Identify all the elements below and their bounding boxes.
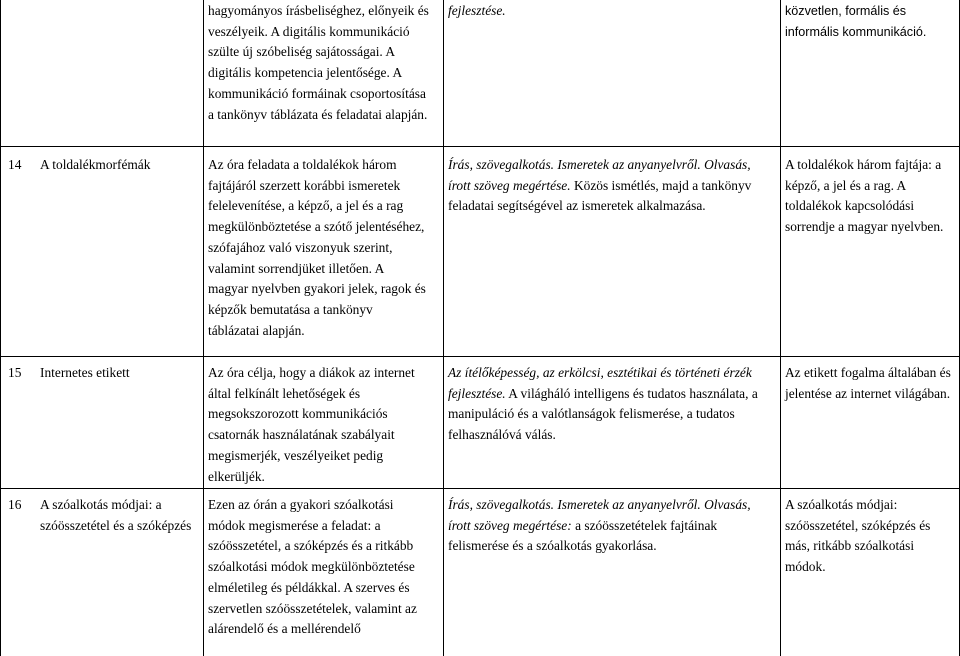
concepts-cell: Az etikett fogalma általában és jelentése az internet világában. — [785, 365, 951, 401]
concepts-cell: A szóalkotás módjai: szóösszetétel, szóképzés és más, ritkább szóalkotási módok. — [785, 497, 931, 575]
development-cell — [444, 155, 778, 217]
lesson-topic: A toldalékmorfémák — [40, 157, 151, 172]
development-cell — [444, 363, 778, 446]
table-row — [0, 147, 960, 356]
development-cell — [444, 495, 778, 557]
development-activity: A világháló intelligens és tudatos használata, a manipuláció és a valótlanságok felismerése, a tudatos felhasználóvá válás. — [448, 385, 758, 443]
development-areas: Az ítélőképesség, az erkölcsi, esztétikai és történeti érzék fejlesztése. — [448, 365, 752, 401]
development-cell — [444, 1, 778, 22]
development-activity: a szóösszetételek fajtáinak felismerése és a szóalkotás gyakorlása. — [448, 517, 718, 554]
goal-cell: Ezen az órán a gyakori szóalkotási módok megismerése a feladat: a szóösszetétel, a szóképzés és a ritkább szóalkotási módok megkülönböztetése elméletileg és példákkal. A szerves és szervetlen szóösszetételek, valamint az alárendelő és a mellérendelő — [208, 497, 417, 637]
development-areas: Írás, szövegalkotás. Ismeretek az anyanyelvről. Olvasás, írott szöveg megértése. — [448, 157, 751, 193]
concepts-cell: közvetlen, formális és informális kommunikáció. — [785, 4, 927, 39]
table-row — [0, 0, 960, 146]
goal-cell: Az óra célja, hogy a diákok az internet által felkínált lehetőségek és megsokszorozott kommunikációs csatornák használatának szabályait megismerjék, veszélyeiket pedig elkerüljék. — [208, 365, 415, 484]
lesson-number: 15 — [8, 365, 22, 380]
goal-cell: Az óra feladata a toldalékok három fajtájáról szerzett korábbi ismeretek felelevenítése, a képző, a jel és a rag megkülönböztetése a szótő jelentéséhez, szófajához való viszonyuk szerint, valamint sorrendjüket illetően. A magyar nyelvben gyakori jelek, ragok és képzők bemutatása a tankönyv táblázatai alapján. — [208, 157, 426, 338]
table-row — [0, 489, 960, 656]
goal-cell: hagyományos írásbeliséghez, előnyeik és veszélyeik. A digitális kommunikáció szülte új szóbeliség sajátosságai. A digitális kompetencia jelentősége. A kommunikáció formáinak csoportosítása a tankönyv táblázata és feladatai alapján. — [208, 3, 429, 122]
concepts-cell: A toldalékok három fajtája: a képző, a jel és a rag. A toldalékok kapcsolódási sorrendje a magyar nyelvben. — [785, 157, 944, 235]
lesson-number: 14 — [8, 157, 22, 172]
lesson-topic: Internetes etikett — [40, 365, 130, 380]
lesson-number: 16 — [8, 497, 22, 512]
table-row — [0, 357, 960, 488]
development-activity: Közös ismétlés, majd a tankönyv feladatai segítségével az ismeretek alkalmazása. — [448, 177, 752, 214]
lesson-topic: A szóalkotás módjai: a szóösszetétel és a szóképzés — [40, 497, 192, 533]
development-areas: fejlesztése. — [448, 3, 506, 18]
development-areas: Írás, szövegalkotás. Ismeretek az anyanyelvről. Olvasás, írott szöveg megértése: — [448, 497, 751, 533]
